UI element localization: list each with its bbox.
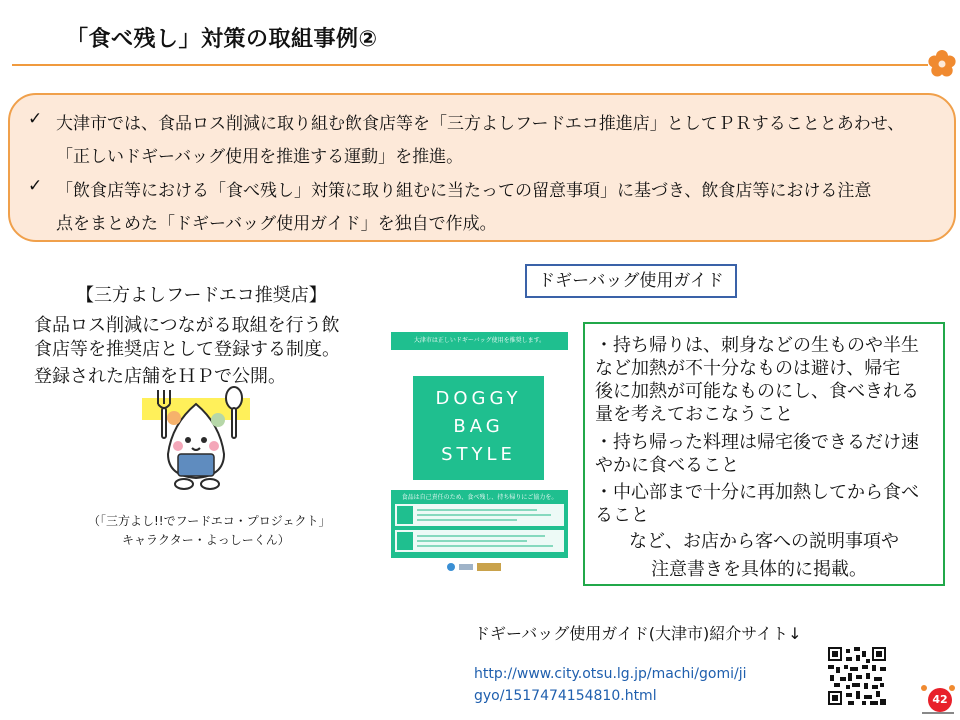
guide-card-rule-row: [395, 504, 564, 526]
logo-line-1: DOGGY: [435, 388, 522, 409]
title-divider: [12, 64, 928, 66]
logo-line-3: STYLE: [441, 444, 516, 465]
check-icon: ✓: [28, 176, 43, 196]
guide-card-rules-panel: [391, 490, 568, 558]
logo-line-2: BAG: [453, 416, 504, 437]
page-number: 42: [928, 688, 952, 712]
note-line-2: など加熱が不十分なものは避け、帰宅: [595, 358, 901, 379]
plum-blossom-icon: [928, 50, 956, 78]
eco-store-description-line-3: 登録された店舗をＨＰで公開。: [34, 366, 286, 387]
eco-store-description-line-2: 食店等を推奨店として登録する制度。: [34, 339, 340, 360]
intro-site-label: ドギーバッグ使用ガイド(大津市)紹介サイト↓: [474, 624, 802, 643]
intro-site-url-line-1[interactable]: http://www.city.otsu.lg.jp/machi/gomi/ji: [474, 666, 747, 682]
note-line-9: など、お店から客への説明事項や: [629, 531, 899, 552]
guide-label: ドギーバッグ使用ガイド: [525, 264, 737, 298]
mascot-caption-line-1: （「三方よし!!でフードエコ・プロジェクト」: [88, 514, 331, 528]
summary-bullet-1-line-2: 「正しいドギーバッグ使用を推進する運動」を推進。: [56, 147, 464, 167]
guide-card-header: 大津市は正しいドギーバッグ使用を推奨します。: [391, 332, 568, 350]
onigiri-mascot-icon: [134, 384, 258, 492]
guide-card-footer-logos: [445, 562, 505, 572]
guide-card-rules-title: 食品は自己責任のため、食べ残し、持ち帰りにご協力を。: [401, 494, 558, 501]
guide-notes-box: [583, 322, 945, 586]
note-line-7: ・中心部まで十分に再加熱してから食べ: [595, 482, 919, 503]
note-line-5: ・持ち帰った料理は帰宅後できるだけ速: [595, 432, 919, 453]
note-line-8: ること: [595, 505, 649, 526]
eco-store-heading: 【三方よしフードエコ推奨店】: [76, 285, 327, 306]
page-title: 「食べ残し」対策の取組事例②: [66, 27, 378, 52]
summary-box: [8, 93, 956, 242]
note-line-3: 後に加熱が可能なものにし、食べきれる: [595, 381, 919, 402]
summary-bullet-1-line-1: 大津市では、食品ロス削減に取り組む飲食店等を「三方よしフードエコ推進店」としてＰＲすることとあわせ、: [56, 114, 905, 134]
intro-site-url-line-2[interactable]: gyo/1517474154810.html: [474, 688, 657, 704]
note-line-4: 量を考えておこなうこと: [595, 404, 793, 425]
note-line-6: やかに食べること: [595, 455, 739, 476]
note-line-1: ・持ち帰りは、刺身などの生ものや半生: [595, 335, 919, 356]
note-line-10: 注意書きを具体的に掲載。: [651, 559, 867, 580]
summary-bullet-2-line-1: 「飲食店等における「食べ残し」対策に取り組むに当たっての留意事項」に基づき、飲食店等における注意: [56, 181, 872, 201]
mascot-caption-line-2: キャラクター・よっしーくん）: [122, 533, 290, 547]
check-icon: ✓: [28, 109, 43, 129]
doggy-bag-guide-card: [391, 332, 568, 576]
summary-bullet-2-line-2: 点をまとめた「ドギーバッグ使用ガイド」を独自で作成。: [56, 214, 497, 234]
eco-store-description-line-1: 食品ロス削減につながる取組を行う飲: [34, 315, 340, 336]
doggy-bag-style-logo: [413, 376, 544, 480]
guide-card-rule-row: [395, 530, 564, 552]
qr-code-icon: [828, 647, 886, 705]
